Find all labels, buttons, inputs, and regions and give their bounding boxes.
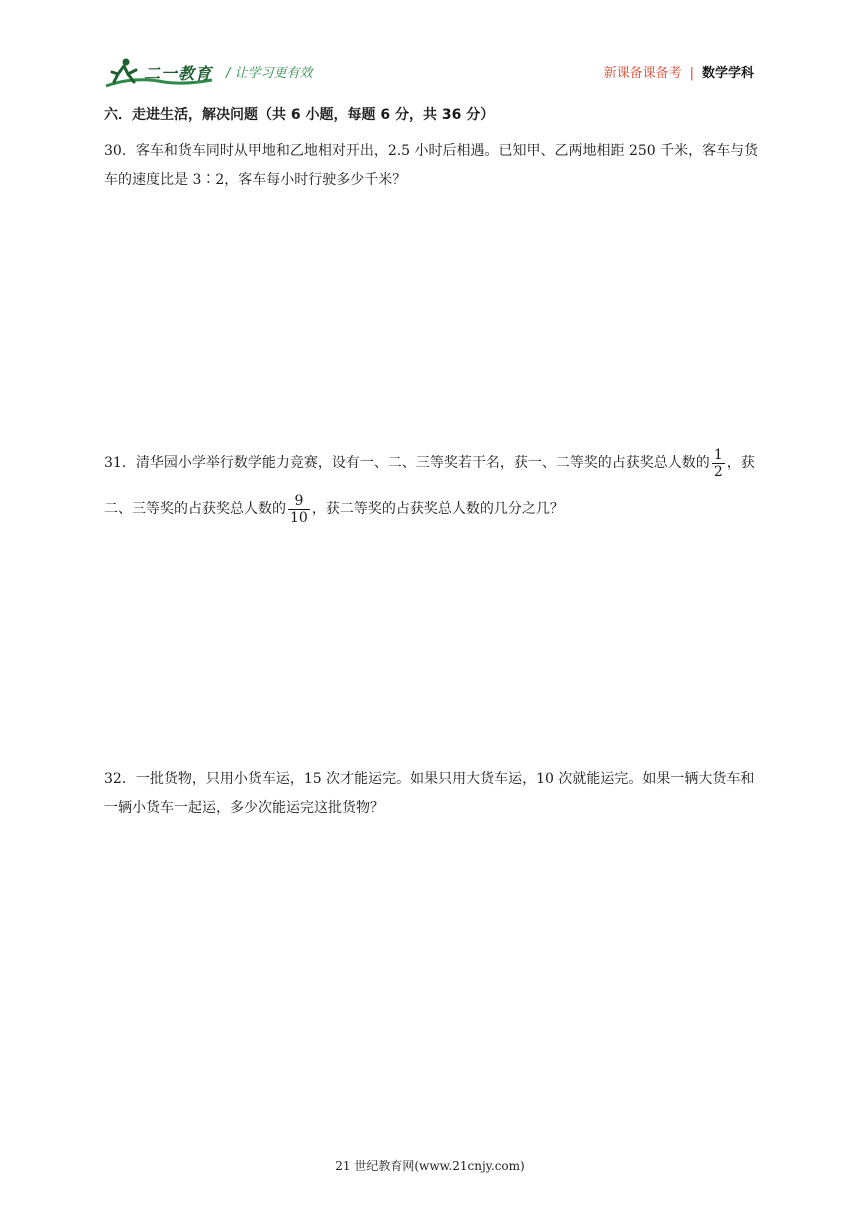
page-header: [0, 0, 860, 100]
question-31-part1: 31．清华园小学举行数学能力竞赛，设有一、二、三等奖若干名，获一、二等奖的占获奖总人数的: [104, 455, 710, 471]
section-title: 六．走进生活，解决问题（共 6 小题，每题 6 分，共 36 分）: [104, 107, 495, 123]
question-31-part2: ，获二、三等奖的占获奖总人数的: [104, 455, 755, 517]
header-right: [604, 62, 754, 81]
fraction-numerator: 9: [288, 493, 310, 510]
fraction-nine-tenths: [288, 493, 310, 526]
question-30: 30．客车和货车同时从甲地和乙地相对开出，2.5 小时后相遇。已知甲、乙两地相距 250 千米，客车与货车的速度比是 3∶2，客车每小时行驶多少千米？: [104, 143, 759, 188]
fraction-one-half: [712, 447, 725, 480]
fraction-numerator: 1: [713, 446, 723, 463]
header-tag-prep: 新课备课备考: [603, 66, 682, 81]
header-tag-subject: 数学学科: [701, 66, 754, 81]
question-31: [104, 440, 766, 532]
logo-text: 二一教育: [144, 64, 213, 83]
page-footer: 21 世纪教育网(www.21cnjy.com): [335, 1159, 525, 1173]
question-32: 32．一批货物，只用小货车运，15 次才能运完。如果只用大货车运，10 次就能运完。如果一辆大货车和一辆小货车一起运，多少次能运完这批货物？: [104, 771, 755, 816]
header-separator: |: [689, 66, 694, 81]
fraction-denominator: 2: [713, 463, 723, 480]
question-31-part3: ，获二等奖的占获奖总人数的几分之几？: [311, 501, 564, 517]
slogan: / 让学习更有效: [226, 66, 313, 81]
fraction-denominator: 10: [290, 509, 308, 526]
